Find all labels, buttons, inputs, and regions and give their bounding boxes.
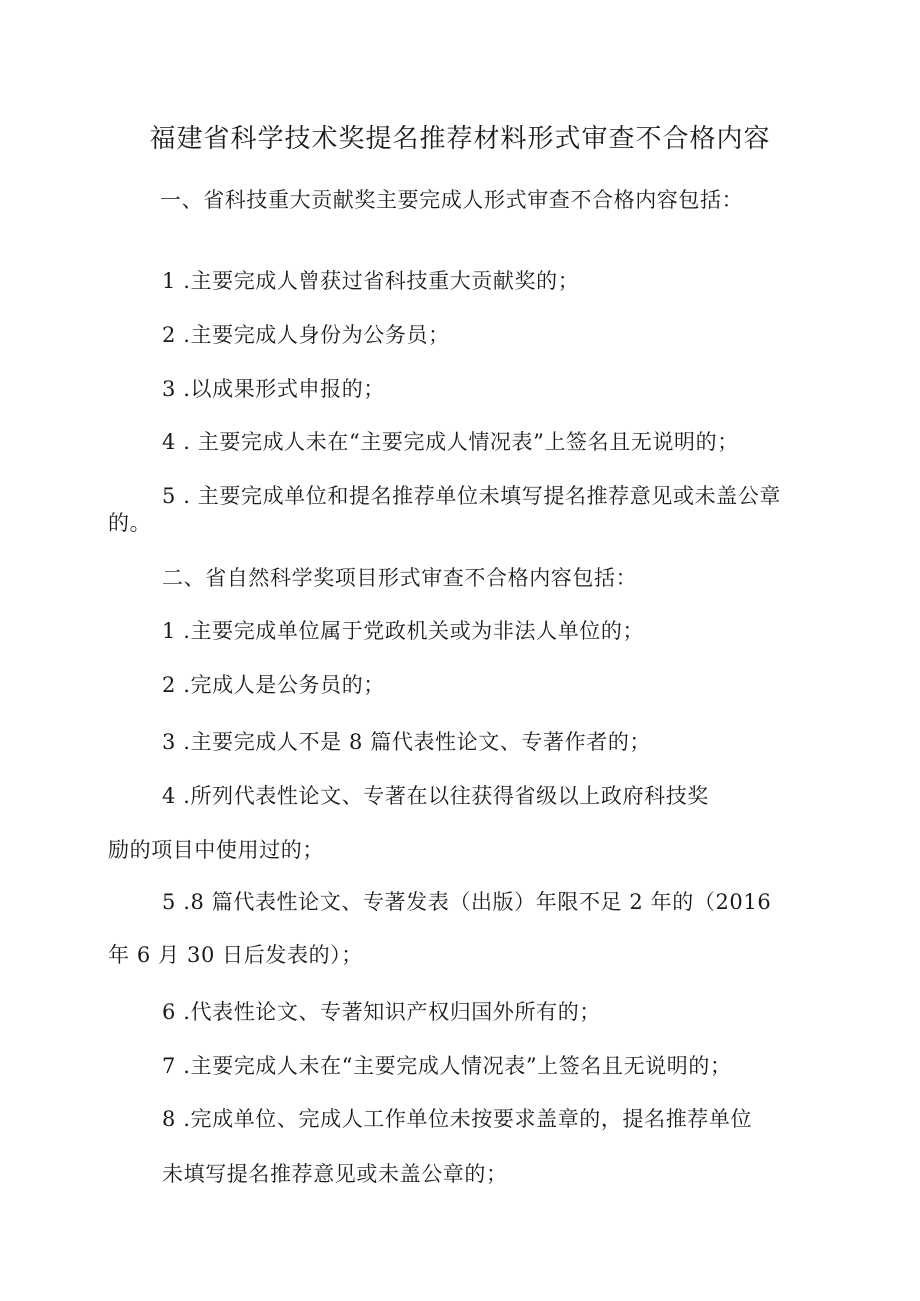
section1-item-1: 1 .主要完成人曾获过省科技重大贡献奖的； <box>162 269 580 293</box>
section2-item-4: 4 .所列代表性论文、专著在以往获得省级以上政府科技奖 <box>162 784 709 808</box>
section1-item-5: 5 . 主要完成单位和提名推荐单位未填写提名推荐意见或未盖公章 <box>162 484 781 508</box>
section2-item-1: 1 .主要完成单位属于党政机关或为非法人单位的； <box>162 619 645 643</box>
section2-item-7: 7 .主要完成人未在“主要完成人情况表”上签名且无说明的； <box>162 1054 732 1078</box>
section1-item-3: 3 .以成果形式申报的； <box>162 377 385 401</box>
section2-item-5: 5 .8 篇代表性论文、专著发表（出版）年限不足 2 年的（2016 <box>162 890 772 914</box>
section2-item-8: 8 .完成单位、完成人工作单位未按要求盖章的，提名推荐单位 <box>162 1107 753 1131</box>
section2-item-6: 6 .代表性论文、专著知识产权归国外所有的； <box>162 1000 601 1024</box>
document-title: 福建省科学技术奖提名推荐材料形式审查不合格内容 <box>149 124 771 154</box>
section2-item-5-cont: 年 6 月 30 日后发表的）； <box>108 943 363 967</box>
section1-item-4: 4 . 主要完成人未在“主要完成人情况表”上签名且无说明的； <box>162 430 739 454</box>
section1-heading: 一、省科技重大贡献奖主要完成人形式审查不合格内容包括： <box>160 188 744 212</box>
section2-item-8-cont: 未填写提名推荐意见或未盖公章的； <box>162 1162 508 1186</box>
section1-item-2: 2 .主要完成人身份为公务员； <box>162 323 450 347</box>
section2-heading: 二、省自然科学奖项目形式审查不合格内容包括： <box>162 566 638 590</box>
section2-item-3: 3 .主要完成人不是 8 篇代表性论文、专著作者的； <box>162 730 652 754</box>
section2-item-4-cont: 励的项目中使用过的； <box>108 838 324 862</box>
section2-item-2: 2 .完成人是公务员的； <box>162 673 385 697</box>
section1-item-5-cont: 的。 <box>108 511 152 535</box>
